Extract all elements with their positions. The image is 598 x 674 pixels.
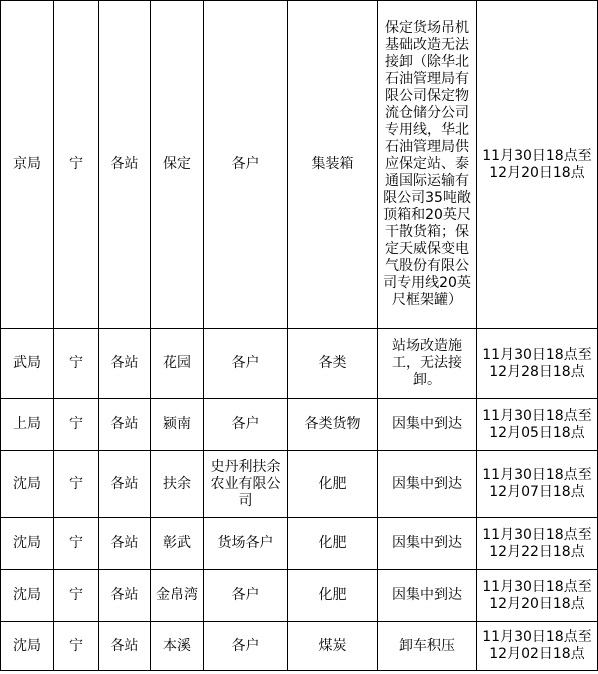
station-cell: 各站 [99, 451, 151, 518]
bureau-cell: 沈局 [1, 622, 54, 671]
period-cell: 11月30日18点至12月28日18点 [477, 329, 598, 399]
station-cell: 各站 [99, 1, 151, 329]
goods-cell: 各类货物 [288, 399, 378, 451]
period-cell: 11月30日18点至12月07日18点 [477, 451, 598, 518]
shipper-cell: 各户 [204, 1, 288, 329]
reason-cell: 保定货场吊机基础改造无法接卸（除华北石油管理局有限公司保定物流仓储分公司专用线，华北石油管理局供应保定站、泰通国际运输有限公司35吨敞顶箱和20英尺干散货箱；保定天威保变电气股份有限公司专用线20英尺框架罐） [378, 1, 477, 329]
shipper-cell: 各户 [204, 570, 288, 622]
direction-cell: 宁 [54, 399, 99, 451]
location-cell: 花园 [151, 329, 204, 399]
goods-cell: 化肥 [288, 451, 378, 518]
reason-cell: 卸车积压 [378, 622, 477, 671]
direction-cell: 宁 [54, 570, 99, 622]
station-cell: 各站 [99, 329, 151, 399]
direction-cell: 宁 [54, 451, 99, 518]
table-row [1, 1, 598, 329]
shipper-cell: 各户 [204, 329, 288, 399]
bureau-cell: 京局 [1, 1, 54, 329]
period-cell: 11月30日18点至12月02日18点 [477, 622, 598, 671]
period-cell: 11月30日18点至12月20日18点 [477, 570, 598, 622]
station-cell: 各站 [99, 399, 151, 451]
location-cell: 本溪 [151, 622, 204, 671]
reason-cell: 因集中到达 [378, 518, 477, 570]
period-cell: 11月30日18点至12月20日18点 [477, 1, 598, 329]
bureau-cell: 沈局 [1, 570, 54, 622]
period-cell: 11月30日18点至12月05日18点 [477, 399, 598, 451]
table-row [1, 399, 598, 451]
location-cell: 扶余 [151, 451, 204, 518]
table-row [1, 329, 598, 399]
period-cell: 11月30日18点至12月22日18点 [477, 518, 598, 570]
reason-cell: 因集中到达 [378, 570, 477, 622]
goods-cell: 化肥 [288, 570, 378, 622]
bureau-cell: 上局 [1, 399, 54, 451]
table-row [1, 451, 598, 518]
goods-cell: 煤炭 [288, 622, 378, 671]
table-row [1, 570, 598, 622]
bureau-cell: 沈局 [1, 451, 54, 518]
station-cell: 各站 [99, 518, 151, 570]
location-cell: 颍南 [151, 399, 204, 451]
bureau-cell: 武局 [1, 329, 54, 399]
location-cell: 彰武 [151, 518, 204, 570]
table-row [1, 622, 598, 671]
shipper-cell: 各户 [204, 399, 288, 451]
goods-cell: 各类 [288, 329, 378, 399]
bureau-cell: 沈局 [1, 518, 54, 570]
station-cell: 各站 [99, 570, 151, 622]
reason-cell: 站场改造施工，无法接卸。 [378, 329, 477, 399]
location-cell: 金帛湾 [151, 570, 204, 622]
reason-cell: 因集中到达 [378, 451, 477, 518]
shipper-cell: 货场各户 [204, 518, 288, 570]
direction-cell: 宁 [54, 622, 99, 671]
goods-cell: 化肥 [288, 518, 378, 570]
location-cell: 保定 [151, 1, 204, 329]
direction-cell: 宁 [54, 329, 99, 399]
goods-cell: 集装箱 [288, 1, 378, 329]
direction-cell: 宁 [54, 518, 99, 570]
direction-cell: 宁 [54, 1, 99, 329]
station-cell: 各站 [99, 622, 151, 671]
shipper-cell: 各户 [204, 622, 288, 671]
shipper-cell: 史丹利扶余农业有限公司 [204, 451, 288, 518]
table-row [1, 518, 598, 570]
reason-cell: 因集中到达 [378, 399, 477, 451]
